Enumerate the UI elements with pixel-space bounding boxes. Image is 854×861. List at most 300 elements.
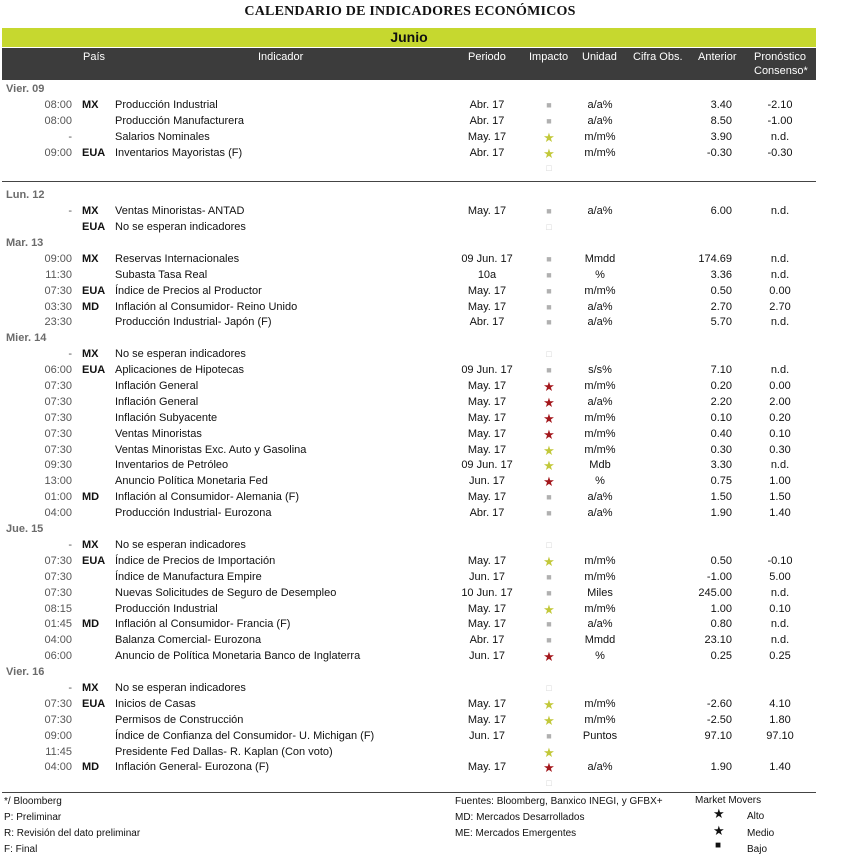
forecast-cell: 5.00: [769, 570, 791, 583]
calendar-table: [2, 82, 816, 792]
forecast-cell: 2.00: [769, 395, 791, 408]
period-cell: May. 17: [467, 618, 507, 631]
time-cell: 07:30: [44, 570, 72, 583]
indicator-cell: Producción Industrial: [115, 602, 218, 615]
star-medium-icon: ★: [713, 823, 725, 838]
table-row: [2, 204, 816, 220]
previous-cell: 0.20: [710, 380, 732, 393]
time-cell: -: [68, 348, 72, 361]
time-cell: 11:45: [45, 745, 72, 758]
period-cell: Jun. 17: [468, 570, 506, 583]
unit-cell: Puntos: [582, 729, 618, 742]
square-low-icon: ■: [546, 571, 552, 582]
header-indicador: Indicador: [258, 51, 304, 63]
period-cell: 09 Jun. 17: [461, 364, 513, 377]
day-label: Lun. 12: [6, 189, 45, 202]
square-low-icon: ■: [546, 635, 552, 646]
time-cell: 07:30: [44, 284, 72, 297]
header-cifra: Cifra Obs.: [633, 51, 683, 63]
header-consenso: Consenso*: [754, 65, 808, 77]
period-cell: May. 17: [467, 443, 507, 456]
time-cell: 08:00: [44, 98, 72, 111]
star-medium-icon: ★: [543, 696, 555, 712]
previous-cell: -2.50: [706, 713, 732, 726]
previous-cell: 6.00: [710, 205, 732, 218]
time-cell: 07:30: [44, 443, 72, 456]
previous-cell: 3.40: [710, 98, 732, 111]
period-cell: May. 17: [467, 761, 507, 774]
period-cell: Jun. 17: [468, 475, 506, 488]
indicator-cell: Ventas Minoristas Exc. Auto y Gasolina: [115, 443, 307, 456]
forecast-cell: n.d.: [770, 130, 790, 143]
table-row: [2, 474, 816, 490]
indicator-cell: Índice de Precios al Productor: [115, 284, 262, 297]
table-row: [2, 554, 816, 570]
unit-cell: m/m%: [584, 602, 616, 615]
table-row: [2, 633, 816, 649]
unit-cell: m/m%: [584, 380, 616, 393]
table-row: [2, 363, 816, 379]
table-row: [2, 776, 816, 792]
time-cell: 01:00: [44, 491, 72, 504]
indicator-cell: Inventarios Mayoristas (F): [115, 146, 243, 159]
indicator-cell: No se esperan indicadores: [115, 538, 246, 551]
unit-cell: m/m%: [584, 146, 616, 159]
impact-empty-icon: □: [546, 163, 552, 174]
period-cell: Abr. 17: [469, 146, 505, 159]
indicator-cell: Salarios Nominales: [115, 130, 210, 143]
forecast-cell: 1.50: [769, 491, 791, 504]
time-cell: 07:30: [44, 713, 72, 726]
impact-empty-icon: □: [546, 778, 552, 789]
unit-cell: m/m%: [584, 713, 616, 726]
unit-cell: m/m%: [584, 284, 616, 297]
time-cell: 09:30: [44, 459, 72, 472]
table-row: [2, 729, 816, 745]
forecast-cell: -0.30: [767, 146, 793, 159]
forecast-cell: n.d.: [770, 618, 790, 631]
previous-cell: 245.00: [698, 586, 732, 599]
country-cell: EUA: [82, 284, 106, 297]
table-row: [2, 490, 816, 506]
footer-source: ME: Mercados Emergentes: [455, 828, 577, 839]
country-cell: MX: [82, 538, 99, 551]
forecast-cell: 1.80: [769, 713, 791, 726]
previous-cell: 3.90: [710, 130, 732, 143]
country-cell: MX: [82, 98, 99, 111]
forecast-cell: 1.40: [769, 761, 791, 774]
period-cell: May. 17: [467, 602, 507, 615]
indicator-cell: Reservas Internacionales: [115, 252, 240, 265]
unit-cell: a/a%: [587, 205, 613, 218]
period-cell: May. 17: [467, 554, 507, 567]
day-label: Mar. 13: [6, 237, 44, 250]
square-low-icon: ■: [546, 619, 552, 630]
time-cell: 09:00: [44, 252, 72, 265]
forecast-cell: 0.30: [769, 443, 791, 456]
unit-cell: Miles: [587, 586, 613, 599]
country-cell: EUA: [82, 697, 106, 710]
page-title: CALENDARIO DE INDICADORES ECONÓMICOS: [244, 4, 576, 19]
indicator-cell: Inflación al Consumidor- Alemania (F): [115, 491, 300, 504]
table-row: [2, 347, 816, 363]
table-row: [2, 98, 816, 114]
period-cell: May. 17: [467, 284, 507, 297]
table-row: [2, 268, 816, 284]
legend-alto: Alto: [747, 811, 765, 822]
table-row: [2, 427, 816, 443]
unit-cell: Mdb: [589, 459, 611, 472]
previous-cell: 0.80: [710, 618, 732, 631]
forecast-cell: 0.20: [769, 411, 791, 424]
square-low-icon: ■: [546, 492, 552, 503]
unit-cell: m/m%: [584, 570, 616, 583]
period-cell: Jun. 17: [468, 729, 506, 742]
unit-cell: m/m%: [584, 411, 616, 424]
period-cell: May. 17: [467, 713, 507, 726]
footer-note: P: Preliminar: [4, 812, 62, 823]
day-header-row: [2, 522, 816, 538]
table-row: [2, 220, 816, 236]
square-low-icon: ■: [546, 99, 552, 110]
indicator-cell: Inventarios de Petróleo: [115, 459, 229, 472]
indicator-cell: No se esperan indicadores: [115, 348, 246, 361]
previous-cell: 2.70: [710, 300, 732, 313]
impact-empty-icon: □: [546, 349, 552, 360]
time-cell: -: [68, 681, 72, 694]
period-cell: May. 17: [467, 427, 507, 440]
table-row: [2, 411, 816, 427]
time-cell: -: [68, 130, 72, 143]
star-high-icon: ★: [543, 426, 555, 442]
impact-empty-icon: □: [546, 222, 552, 233]
previous-cell: 2.20: [710, 395, 732, 408]
square-low-icon: ■: [546, 301, 552, 312]
table-row: [2, 697, 816, 713]
period-cell: 09 Jun. 17: [461, 459, 513, 472]
day-header-row: [2, 188, 816, 204]
previous-cell: 174.69: [698, 252, 732, 265]
period-cell: May. 17: [467, 395, 507, 408]
unit-cell: a/a%: [587, 507, 613, 520]
table-row: [2, 458, 816, 474]
square-low-icon: ■: [715, 840, 722, 851]
time-cell: 07:30: [44, 380, 72, 393]
time-cell: 07:30: [44, 697, 72, 710]
time-cell: 04:00: [44, 634, 72, 647]
forecast-cell: n.d.: [770, 205, 790, 218]
unit-cell: a/a%: [587, 300, 613, 313]
indicator-cell: Producción Industrial- Japón (F): [115, 316, 272, 329]
star-medium-icon: ★: [543, 744, 555, 760]
table-row: [2, 745, 816, 761]
table-row: [2, 713, 816, 729]
time-cell: 01:45: [44, 618, 72, 631]
period-cell: Abr. 17: [469, 634, 505, 647]
forecast-cell: n.d.: [770, 586, 790, 599]
table-row: [2, 379, 816, 395]
impact-empty-icon: □: [546, 682, 552, 693]
table-row: [2, 315, 816, 331]
country-cell: EUA: [82, 364, 106, 377]
star-high-icon: ★: [543, 379, 555, 395]
previous-cell: 1.50: [710, 491, 732, 504]
country-cell: EUA: [82, 146, 106, 159]
time-cell: 06:00: [44, 364, 72, 377]
table-row: [2, 252, 816, 268]
forecast-cell: -2.10: [767, 98, 793, 111]
previous-cell: 1.00: [710, 602, 732, 615]
legend-title: Market Movers: [695, 795, 762, 806]
indicator-cell: Permisos de Construcción: [115, 713, 244, 726]
unit-cell: Mmdd: [584, 634, 616, 647]
indicator-cell: Presidente Fed Dallas- R. Kaplan (Con voto): [115, 745, 333, 758]
previous-cell: 0.50: [710, 554, 732, 567]
unit-cell: m/m%: [584, 554, 616, 567]
period-cell: May. 17: [467, 411, 507, 424]
star-medium-icon: ★: [543, 442, 555, 458]
indicator-cell: Anuncio Política Monetaria Fed: [115, 475, 268, 488]
time-cell: 03:30: [44, 300, 72, 313]
time-cell: 23:30: [44, 316, 72, 329]
square-low-icon: ■: [546, 587, 552, 598]
indicator-cell: Subasta Tasa Real: [115, 268, 208, 281]
indicator-cell: Índice de Precios de Importación: [115, 554, 276, 567]
day-label: Mier. 14: [6, 332, 47, 345]
unit-cell: %: [595, 475, 605, 488]
footer-source: Fuentes: Bloomberg, Banxico INEGI, y GFBX+: [455, 796, 663, 807]
unit-cell: a/a%: [587, 618, 613, 631]
footer-source: MD: Mercados Desarrollados: [455, 812, 585, 823]
forecast-cell: 0.00: [769, 380, 791, 393]
previous-cell: 7.10: [710, 364, 732, 377]
header-unidad: Unidad: [582, 51, 617, 63]
indicator-cell: Producción Industrial: [115, 98, 218, 111]
day-label: Jue. 15: [6, 523, 44, 536]
day-header-row: [2, 236, 816, 252]
time-cell: 09:00: [44, 729, 72, 742]
table-row: [2, 506, 816, 522]
unit-cell: a/a%: [587, 491, 613, 504]
period-cell: Abr. 17: [469, 98, 505, 111]
unit-cell: %: [595, 268, 605, 281]
section-divider: [2, 181, 816, 182]
indicator-cell: Inflación General: [115, 395, 199, 408]
header-pais: País: [83, 51, 106, 63]
header-pronostico: Pronóstico: [754, 51, 806, 63]
table-row: [2, 130, 816, 146]
impact-empty-icon: □: [546, 539, 552, 550]
table-row: [2, 649, 816, 665]
previous-cell: 0.75: [710, 475, 732, 488]
table-row: [2, 146, 816, 162]
star-medium-icon: ★: [543, 712, 555, 728]
time-cell: 09:00: [44, 146, 72, 159]
table-row: [2, 570, 816, 586]
unit-cell: m/m%: [584, 130, 616, 143]
forecast-cell: 0.00: [769, 284, 791, 297]
previous-cell: 5.70: [710, 316, 732, 329]
time-cell: 04:00: [44, 507, 72, 520]
legend-medio: Medio: [747, 828, 775, 839]
previous-cell: 23.10: [704, 634, 732, 647]
previous-cell: 1.90: [710, 761, 732, 774]
period-cell: May. 17: [467, 205, 507, 218]
unit-cell: a/a%: [587, 395, 613, 408]
period-cell: May. 17: [467, 380, 507, 393]
forecast-cell: 97.10: [766, 729, 794, 742]
legend-bajo: Bajo: [747, 844, 768, 855]
table-row: [2, 114, 816, 130]
time-cell: 08:15: [44, 602, 72, 615]
indicator-cell: No se esperan indicadores: [115, 221, 246, 234]
unit-cell: s/s%: [588, 364, 612, 377]
forecast-cell: -1.00: [767, 114, 793, 127]
time-cell: 07:30: [44, 411, 72, 424]
indicator-cell: Inflación al Consumidor- Francia (F): [115, 618, 291, 631]
time-cell: 07:30: [44, 586, 72, 599]
forecast-cell: -0.10: [767, 554, 793, 567]
previous-cell: -2.60: [706, 697, 732, 710]
country-cell: MX: [82, 205, 99, 218]
time-cell: 04:00: [44, 761, 72, 774]
period-cell: Jun. 17: [468, 650, 506, 663]
previous-cell: 0.50: [710, 284, 732, 297]
country-cell: EUA: [82, 554, 106, 567]
previous-cell: 97.10: [704, 729, 732, 742]
forecast-cell: 2.70: [769, 300, 791, 313]
footer-note: */ Bloomberg: [4, 796, 62, 807]
square-low-icon: ■: [546, 269, 552, 280]
forecast-cell: n.d.: [770, 364, 790, 377]
country-cell: EUA: [82, 221, 106, 234]
time-cell: 06:00: [44, 650, 72, 663]
unit-cell: a/a%: [587, 761, 613, 774]
indicator-cell: Inflación al Consumidor- Reino Unido: [115, 300, 298, 313]
square-low-icon: ■: [546, 317, 552, 328]
forecast-cell: n.d.: [770, 459, 790, 472]
time-cell: 07:30: [44, 554, 72, 567]
previous-cell: 8.50: [710, 114, 732, 127]
indicator-cell: No se esperan indicadores: [115, 681, 246, 694]
star-high-icon: ★: [543, 410, 555, 426]
table-row: [2, 300, 816, 316]
square-low-icon: ■: [546, 253, 552, 264]
star-high-icon: ★: [543, 474, 555, 490]
indicator-cell: Producción Industrial- Eurozona: [115, 507, 272, 520]
period-cell: Abr. 17: [469, 114, 505, 127]
period-cell: 09 Jun. 17: [461, 252, 513, 265]
period-cell: May. 17: [467, 300, 507, 313]
previous-cell: -0.30: [706, 146, 732, 159]
forecast-cell: n.d.: [770, 252, 790, 265]
square-low-icon: ■: [546, 285, 552, 296]
footer: [2, 792, 816, 855]
table-row: [2, 681, 816, 697]
square-low-icon: ■: [546, 206, 552, 217]
forecast-cell: 0.10: [769, 427, 791, 440]
table-row: [2, 538, 816, 554]
star-high-icon: ★: [543, 394, 555, 410]
indicator-cell: Producción Manufacturera: [115, 114, 245, 127]
month-banner: Junio: [2, 28, 816, 47]
footer-note: F: Final: [4, 844, 38, 855]
table-header: [2, 48, 816, 80]
indicator-cell: Inflación General: [115, 380, 199, 393]
period-cell: May. 17: [467, 491, 507, 504]
time-cell: 13:00: [44, 475, 72, 488]
table-row: [2, 161, 816, 177]
forecast-cell: 1.40: [769, 507, 791, 520]
previous-cell: 0.30: [710, 443, 732, 456]
previous-cell: 3.36: [710, 268, 732, 281]
day-header-row: [2, 82, 816, 98]
period-cell: Abr. 17: [469, 507, 505, 520]
period-cell: Abr. 17: [469, 316, 505, 329]
star-high-icon: ★: [543, 649, 555, 665]
day-label: Vier. 16: [6, 666, 45, 679]
table-row: [2, 602, 816, 618]
period-cell: May. 17: [467, 130, 507, 143]
indicator-cell: Nuevas Solicitudes de Seguro de Desempleo: [115, 586, 337, 599]
unit-cell: a/a%: [587, 316, 613, 329]
previous-cell: -1.00: [706, 570, 732, 583]
period-cell: 10a: [477, 268, 497, 281]
previous-cell: 0.10: [710, 411, 732, 424]
header-impacto: Impacto: [529, 51, 569, 63]
star-medium-icon: ★: [543, 129, 555, 145]
day-label: Vier. 09: [6, 83, 45, 95]
forecast-cell: 0.25: [769, 650, 791, 663]
indicator-cell: Balanza Comercial- Eurozona: [115, 634, 262, 647]
indicator-cell: Anuncio de Política Monetaria Banco de Inglaterra: [115, 650, 361, 663]
indicator-cell: Aplicaciones de Hipotecas: [115, 364, 245, 377]
star-high-icon: ★: [713, 806, 725, 821]
indicator-cell: Índice de Confianza del Consumidor- U. Michigan (F): [115, 729, 375, 742]
indicator-cell: Inicios de Casas: [115, 697, 196, 710]
square-low-icon: ■: [546, 730, 552, 741]
table-row: [2, 586, 816, 602]
indicator-cell: Ventas Minoristas: [115, 427, 202, 440]
country-cell: MX: [82, 348, 99, 361]
star-medium-icon: ★: [543, 145, 555, 161]
time-cell: 11:30: [45, 268, 72, 281]
previous-cell: 0.25: [710, 650, 732, 663]
indicator-cell: Ventas Minoristas- ANTAD: [115, 205, 245, 218]
square-low-icon: ■: [546, 115, 552, 126]
time-cell: 07:30: [44, 395, 72, 408]
indicator-cell: Índice de Manufactura Empire: [115, 570, 262, 583]
footer-note: R: Revisión del dato preliminar: [4, 828, 141, 839]
day-header-row: [2, 331, 816, 347]
previous-cell: 1.90: [710, 507, 732, 520]
previous-cell: 3.30: [710, 459, 732, 472]
star-medium-icon: ★: [543, 553, 555, 569]
country-cell: MD: [82, 491, 100, 504]
country-cell: MD: [82, 618, 100, 631]
forecast-cell: n.d.: [770, 316, 790, 329]
time-cell: 07:30: [44, 427, 72, 440]
time-cell: -: [68, 538, 72, 551]
indicator-cell: Inflación Subyacente: [115, 411, 218, 424]
star-medium-icon: ★: [543, 458, 555, 474]
unit-cell: m/m%: [584, 443, 616, 456]
country-cell: MX: [82, 681, 99, 694]
previous-cell: 0.40: [710, 427, 732, 440]
unit-cell: Mmdd: [584, 252, 616, 265]
time-cell: -: [68, 205, 72, 218]
forecast-cell: 1.00: [769, 475, 791, 488]
